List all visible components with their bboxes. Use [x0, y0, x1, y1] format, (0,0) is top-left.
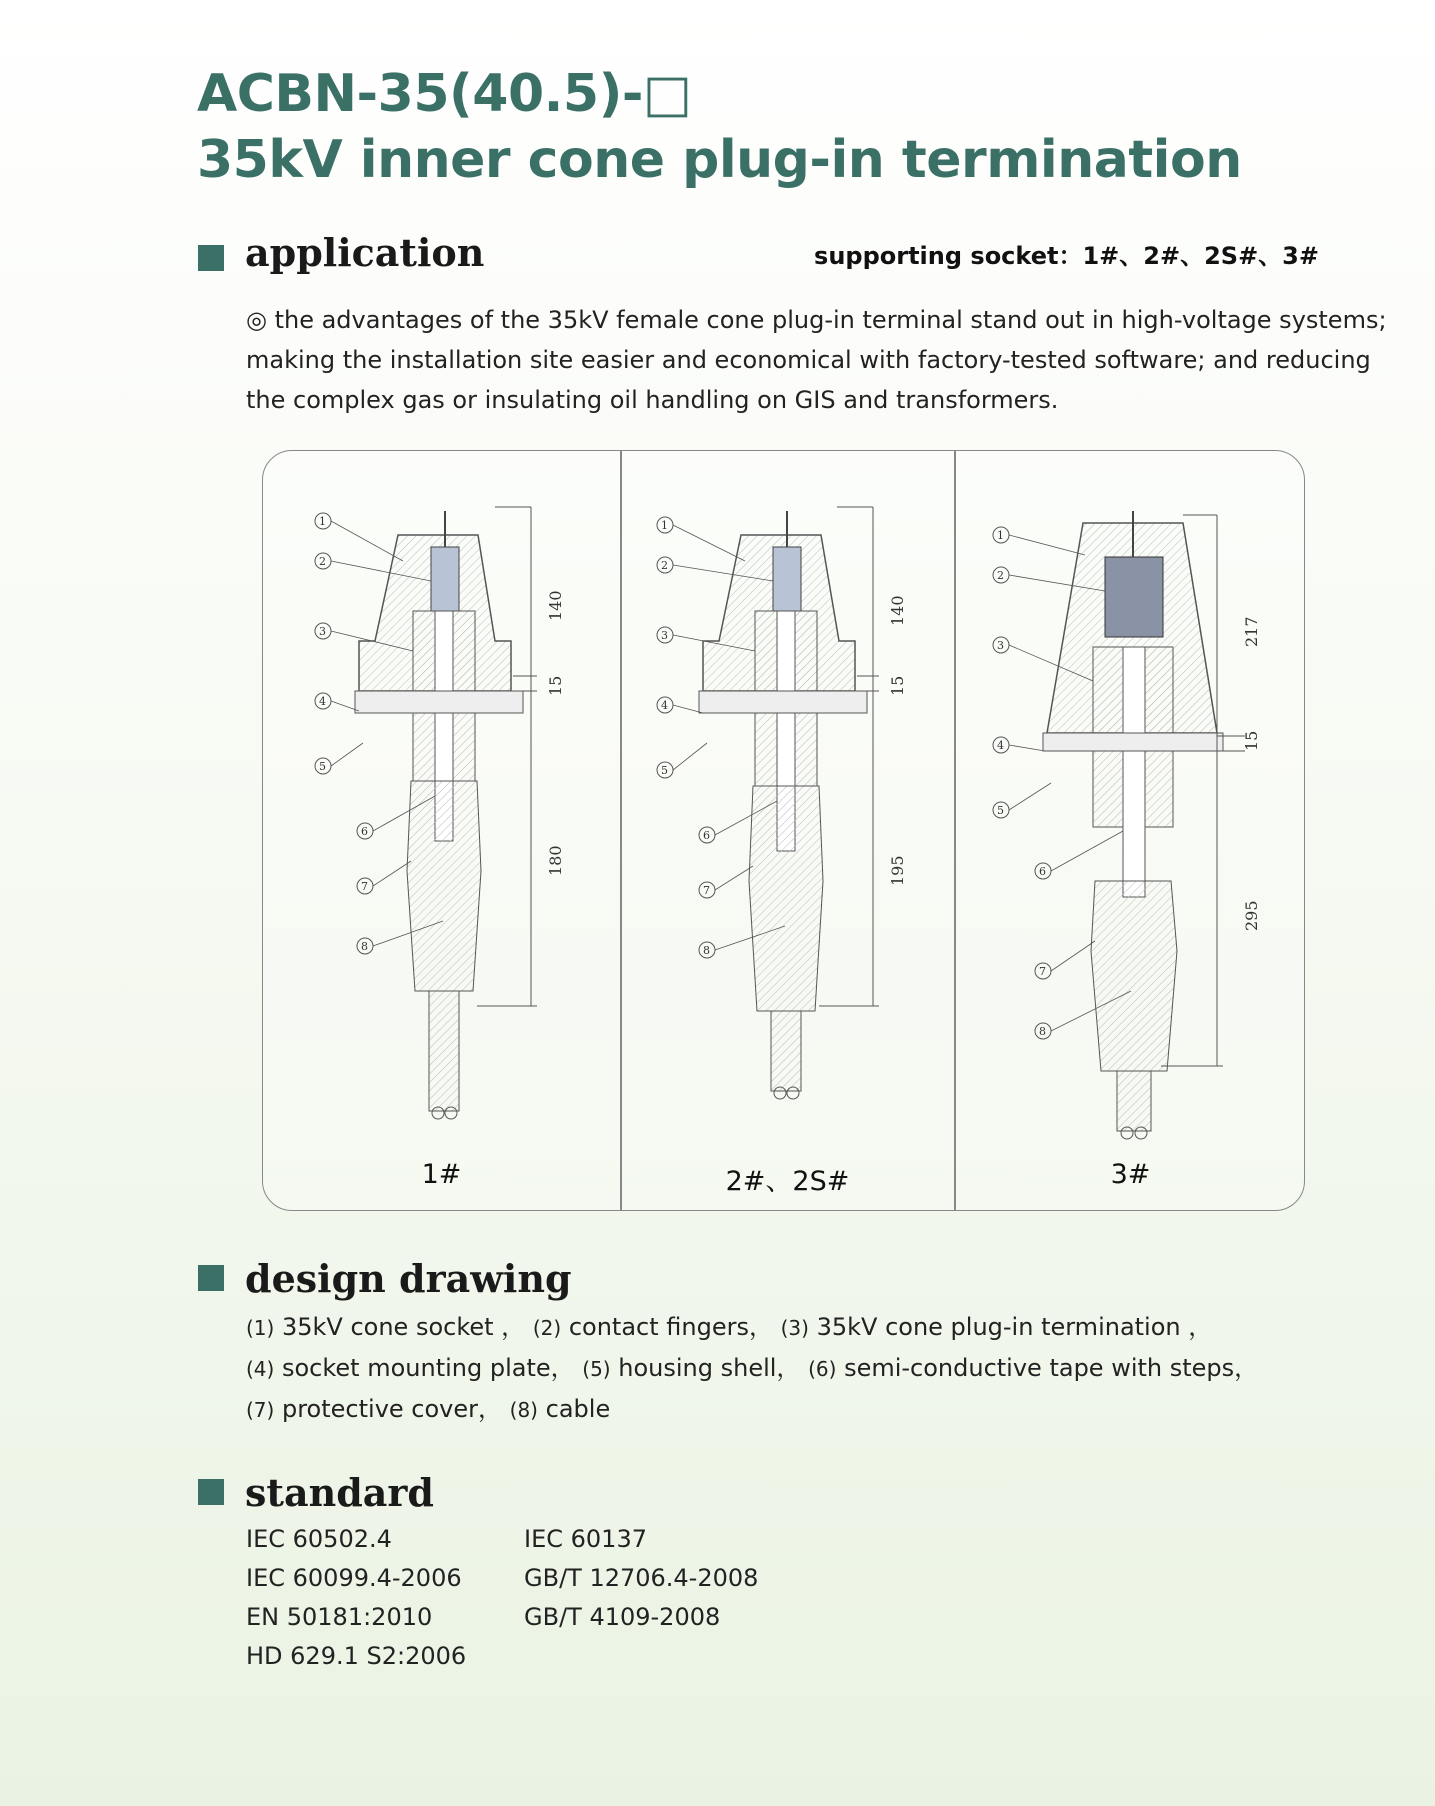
panel-3: [955, 451, 1305, 1210]
standard-item: EN 50181:2010: [246, 1603, 433, 1631]
dimension-label: 140: [546, 590, 565, 621]
design-item-text: housing shell，: [618, 1354, 801, 1382]
panel-1: [263, 451, 620, 1210]
design-item-text: protective cover，: [281, 1395, 503, 1423]
panel-label-3: 3#: [1110, 1159, 1151, 1190]
callout-label: 3: [997, 639, 1004, 652]
dimension-label: 217: [1242, 616, 1261, 647]
design-item-num: (3): [780, 1316, 809, 1340]
standard-item: IEC 60137: [524, 1525, 647, 1553]
application-line: the complex gas or insulating oil handling on GIS and transformers.: [246, 386, 1059, 414]
design-item-num: (8): [509, 1398, 538, 1422]
standard-item: IEC 60502.4: [246, 1525, 392, 1553]
design-item-num: (7): [246, 1398, 275, 1422]
callout-label: 6: [361, 825, 368, 838]
callout-label: 5: [997, 804, 1004, 817]
callout-label: 2: [997, 569, 1004, 582]
callout-label: 6: [1039, 865, 1046, 878]
callout-label: 7: [1039, 965, 1046, 978]
callout-label: 6: [703, 829, 710, 842]
design-item-text: semi-conductive tape with steps，: [844, 1354, 1259, 1382]
dimension-label: 295: [1242, 900, 1261, 931]
application-text: [246, 300, 1387, 420]
application-line: ◎ the advantages of the 35kV female cone plug-in terminal stand out in high-voltage systems;: [246, 306, 1387, 334]
section-bullet: [198, 1479, 224, 1505]
callout-label: 1: [319, 515, 326, 528]
design-figure: [262, 450, 1305, 1211]
callout-label: 2: [661, 559, 668, 572]
panel-label-2: 2#、2S#: [725, 1166, 850, 1197]
panel-label-1: 1#: [421, 1159, 462, 1190]
standard-item: GB/T 4109-2008: [524, 1603, 721, 1631]
callout-label: 8: [361, 940, 368, 953]
callout-label: 4: [997, 739, 1004, 752]
supporting-socket: supporting socket：1#、2#、2S#、3#: [814, 242, 1319, 270]
dimension-label: 15: [546, 675, 565, 696]
design-item-text: contact fingers，: [568, 1313, 773, 1341]
design-item-text: socket mounting plate，: [281, 1354, 575, 1382]
product-model: ACBN-35(40.5)-□: [197, 64, 692, 124]
application-line: making the installation site easier and economical with factory-tested software; and reducing: [246, 346, 1371, 374]
callout-label: 7: [361, 880, 368, 893]
callout-label: 1: [661, 519, 668, 532]
callout-label: 1: [997, 529, 1004, 542]
callout-label: 3: [661, 629, 668, 642]
dimension-label: 15: [888, 675, 907, 696]
design-item-num: (2): [532, 1316, 562, 1340]
callout-label: 2: [319, 555, 326, 568]
product-name: 35kV inner cone plug-in termination: [197, 130, 1242, 190]
callout-label: 8: [703, 944, 710, 957]
application-heading: application: [245, 230, 485, 275]
standard-item: HD 629.1 S2:2006: [246, 1642, 467, 1670]
standard-item: GB/T 12706.4-2008: [524, 1564, 759, 1592]
standard-heading: standard: [245, 1470, 434, 1515]
callout-label: 7: [703, 884, 710, 897]
callout-label: 4: [319, 695, 326, 708]
termination-drawing-1: [263, 451, 620, 1151]
callout-label: 5: [319, 760, 326, 773]
dimension-label: 180: [546, 845, 565, 876]
design-item-text: cable: [545, 1395, 611, 1423]
standard-col-1: [246, 1520, 466, 1676]
design-item-text: 35kV cone socket ，: [281, 1313, 526, 1341]
design-item-num: (5): [582, 1357, 611, 1381]
dimension-label: 15: [1242, 730, 1261, 751]
termination-drawing-3: [955, 451, 1305, 1151]
design-line: [246, 1348, 1346, 1389]
design-heading: design drawing: [245, 1256, 572, 1301]
callout-label: 8: [1039, 1025, 1046, 1038]
design-item-text: 35kV cone plug-in termination ，: [816, 1313, 1213, 1341]
termination-drawing-2: [621, 451, 954, 1151]
design-list: [246, 1307, 1346, 1430]
design-line: [246, 1307, 1346, 1348]
design-item-num: (6): [808, 1357, 837, 1381]
panel-2: [621, 451, 954, 1210]
callout-label: 4: [661, 699, 668, 712]
callout-label: 3: [319, 625, 326, 638]
callout-label: 5: [661, 764, 668, 777]
dimension-label: 140: [888, 595, 907, 626]
dimension-label: 195: [888, 855, 907, 886]
design-line: [246, 1389, 1346, 1430]
section-bullet: [198, 245, 224, 271]
standard-col-2: [524, 1520, 758, 1637]
design-item-num: (1): [246, 1316, 275, 1340]
design-item-num: (4): [246, 1357, 275, 1381]
section-bullet: [198, 1265, 224, 1291]
standard-item: IEC 60099.4-2006: [246, 1564, 462, 1592]
